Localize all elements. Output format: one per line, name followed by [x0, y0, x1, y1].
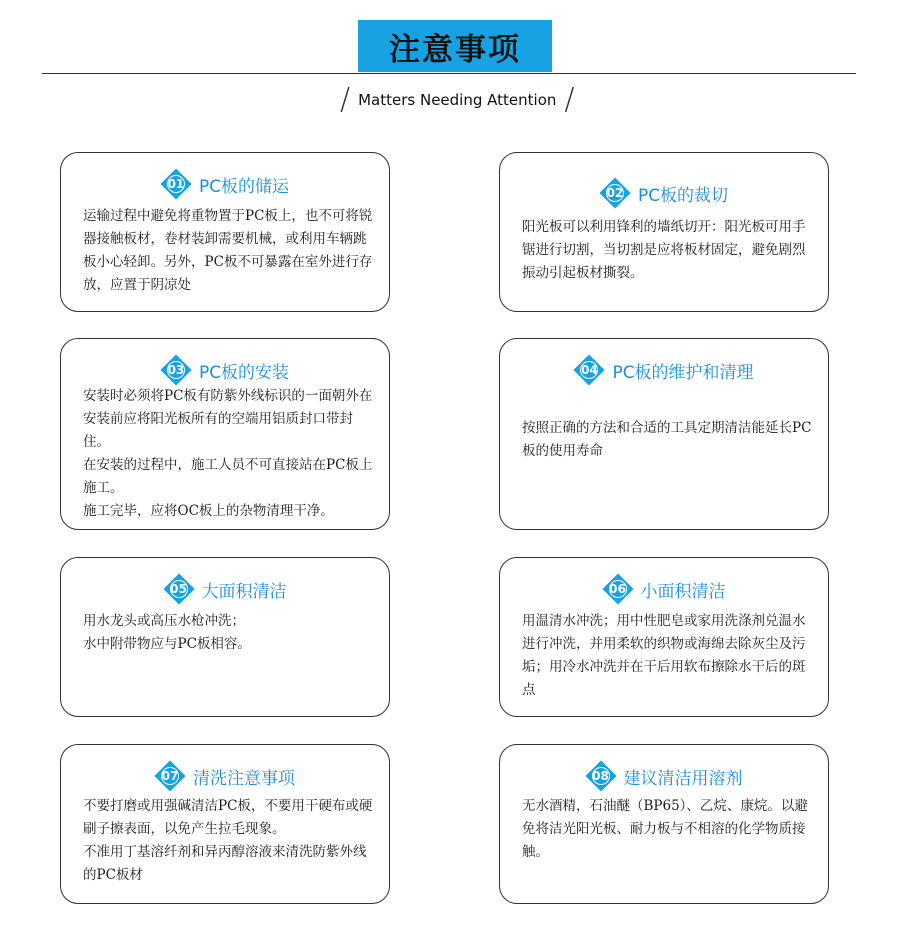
- card-installation: [60, 338, 390, 530]
- card-title: PC板的安装: [198, 362, 290, 383]
- card-header: [500, 178, 828, 208]
- card-cutting: [499, 152, 829, 312]
- card-body: [522, 417, 814, 463]
- card-title: PC板的储运: [198, 176, 290, 197]
- number-badge-icon: 05: [164, 574, 194, 604]
- card-text: 用水龙头或高压水枪冲洗；: [83, 613, 245, 629]
- subtitle-text: Matters Needing Attention: [358, 91, 557, 109]
- subtitle: [340, 84, 575, 116]
- number-badge-icon: 01: [161, 169, 191, 199]
- card-header: [500, 574, 828, 604]
- subtitle-left-slash: /: [340, 82, 351, 117]
- card-header: [61, 574, 389, 604]
- number-badge-icon: 03: [161, 355, 191, 385]
- number-badge-icon: 04: [574, 355, 604, 385]
- card-cleaning-notes: [60, 744, 390, 904]
- card-header: [500, 761, 828, 791]
- card-storage-transport: [60, 152, 390, 312]
- number-badge-icon: 02: [600, 178, 630, 208]
- number-badge-icon: 08: [586, 761, 616, 791]
- card-title: PC板的裁切: [637, 185, 729, 206]
- card-text: 安装时必须将PC板有防紫外线标识的一面朝外在安装前应将阳光板所有的空端用铝质封口带封住。: [83, 388, 373, 450]
- card-text: 施工完毕，应将OC板上的杂物清理干净。: [83, 503, 334, 519]
- card-header: [61, 169, 389, 199]
- card-title: 建议清洁用溶剂: [623, 768, 743, 789]
- card-body: [522, 795, 814, 864]
- number-badge-icon: 07: [155, 761, 185, 791]
- card-maintenance: [499, 338, 829, 530]
- card-body: [522, 216, 814, 285]
- card-title: 大面积清洁: [201, 581, 287, 602]
- card-header: [61, 355, 389, 385]
- card-title: 小面积清洁: [640, 581, 726, 602]
- card-text: 阳光板可以利用锋利的墙纸切开：阳光板可用手锯进行切割，当切割是应将板材固定，避免剧烈振动引起板材撕裂。: [522, 219, 806, 281]
- card-header: [500, 355, 828, 385]
- card-body: [83, 795, 375, 887]
- card-text: 在安装的过程中，施工人员不可直接站在PC板上施工。: [83, 457, 373, 496]
- card-header: [61, 761, 389, 791]
- card-text: 水中附带物应与PC板相容。: [83, 636, 251, 652]
- card-cleaning-solvents: [499, 744, 829, 904]
- subtitle-right-slash: /: [564, 82, 575, 117]
- card-title: PC板的维护和清理: [612, 362, 754, 383]
- card-body: [83, 610, 375, 656]
- card-small-area-cleaning: [499, 557, 829, 717]
- card-body: [83, 385, 375, 523]
- page-title: 注意事项: [358, 20, 552, 72]
- card-text: 运输过程中避免将重物置于PC板上，也不可将锐器接触板材，卷材装卸需要机械，或利用车辆跳板小心轻卸。另外，PC板不可暴露在室外进行存放，应置于阴凉处: [83, 208, 373, 293]
- card-title: 清洗注意事项: [193, 768, 295, 789]
- card-text: 不准用丁基溶纤剂和异丙醇溶液来清洗防紫外线的PC板材: [83, 844, 367, 883]
- card-body: [83, 205, 375, 297]
- card-large-area-cleaning: [60, 557, 390, 717]
- card-body: [522, 610, 814, 702]
- card-text: 按照正确的方法和合适的工具定期清洁能延长PC板的使用寿命: [522, 420, 812, 459]
- card-text: 无水酒精，石油醚（BP65）、乙烷、康烷。以避免将洁光阳光板、耐力板与不相溶的化学物质接触。: [522, 798, 808, 860]
- card-text: 用温清水冲洗；用中性肥皂或家用洗涤剂兑温水进行冲洗，并用柔软的织物或海绵去除灰尘及污垢；用冷水冲洗并在干后用软布擦除水干后的斑点: [522, 613, 806, 698]
- number-badge-icon: 06: [603, 574, 633, 604]
- title-divider: [42, 73, 856, 74]
- card-text: 不要打磨或用强碱清洁PC板，不要用干硬布或硬刷子擦表面，以免产生拉毛现象。: [83, 798, 373, 837]
